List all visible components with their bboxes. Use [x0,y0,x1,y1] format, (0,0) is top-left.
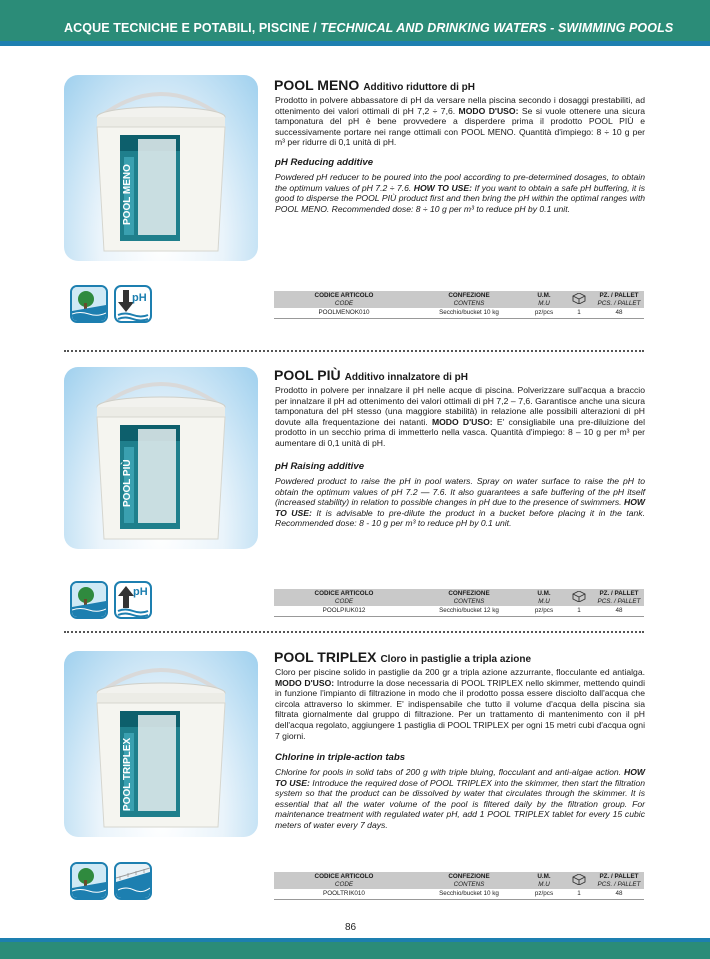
bucket-label-pool-triplex: POOL TRIPLEX [122,737,133,811]
bucket-image [64,75,258,261]
product-name-pool-piu: POOL PIÙ Additivo innalzatore di pH [274,367,468,383]
col-code: CODICE ARTICOLO CODE [274,291,414,308]
product-description-en: Powdered pH reducer to be poured into the pool according to pre-determined dosages, to obtain the optimum values of pH 7.2 ÷ 7.6. HOW TO USE: If you want to obtain a safe pH buffering, it is good to disperse the POOL PIÙ product first and then bring the pH within the optimal ranges with POOL MENO. Recommended dose: 8 ÷ 10 g per m³ to reduce pH by 0.1 unit. [275,172,645,214]
product-photo-pool-meno [64,75,258,261]
pool-landscape-icon [70,581,108,619]
bucket-image [64,651,258,837]
product-spec-table: CODICE ARTICOLO CODE CONFEZIONE CONTENS U.M. M.U PZ. / PALLET PCS. / PALLET POOLTRIK010 Secchio/bucket 10 kg pz/pcs 1 48 [274,872,644,900]
col-um: U.M. M.U [524,291,564,308]
product-english-title: Chlorine in triple-action tabs [275,752,406,763]
table-row: POOLPIUK012 Secchio/bucket 12 kg pz/pcs 1 48 [274,606,644,617]
page-number: 86 [345,922,357,933]
pool-landscape-icon [70,862,108,900]
table-row: POOLMENOK010 Secchio/bucket 10 kg pz/pcs 1 48 [274,308,644,319]
product-description-it: Prodotto in polvere abbassatore di pH da versare nella piscina secondo i dosaggi prestabiliti, ad ottenimento dei valori ottimali di pH 7,2 ÷ 7,6. MODO D'USO: Se si vuole ottenere una sicura tamponatura del pH è bene provvedere a disperdere prima il prodotto POOL PIÙ e successivamente portare nei range ottimali con POOL MENO. Quantità d'impiego: 8 ÷ 10 g per m³ per ridurre di 0,1 unità di pH. [275,95,645,148]
section-divider [64,631,644,633]
footer-band [0,942,710,959]
svg-text:pH: pH [133,586,148,598]
pool-landscape-icon [70,285,108,323]
product-description-en: Chlorine for pools in solid tabs of 200 g with triple bluing, flocculant and anti-algae action. HOW TO USE: Introduce the required dose of POOL TRIPLEX into the skimmer, then start the filtration system so that the product can be dissolved by water that circulates through the skimmer. It is essential that all the water volume of the pool is filtered daily by the filtration group. For maintenance treatment with regulated water pH, add 1 POOL TRIPLEX tablet for every 15 cubic meters of water every 7 days. [275,767,646,830]
header-banner [0,0,710,46]
product-description-it: Prodotto in polvere per innalzare il pH nelle acque di piscina. Polverizzare sull'acqua a braccio per innalzare il pH ad ottenimento dei valori ottimali di pH 7,2 – 7,6. Garantisce anche una sicura tamponatura del pH stesso (una maggiore stabilità) in relazione alle possibili alterazioni di pH dovute alla frequentazione dei natanti. MODO D'USO: E' consigliabile una pre-diluizione del prodotto in un secchio prima di immetterlo nella vasca. Quantità d'impiego: 8 – 10 g per m³ per aumentare di 0,1 unità di pH. [275,385,645,448]
header-stripe [0,41,710,46]
bucket-label-pool-piu: POOL PIÙ [122,459,133,507]
box-icon [564,291,594,308]
bucket-image [64,367,258,549]
bucket-label-pool-meno: POOL MENO [122,164,133,225]
svg-text:pH: pH [132,292,147,304]
product-spec-table [274,291,644,319]
table-row: POOLTRIK010 Secchio/bucket 10 kg pz/pcs 1 48 [274,889,644,900]
product-description-en: Powdered product to raise the pH in pool waters. Spray on water surface to raise the pH to obtain the optimum values of pH 7.2 — 7.6. It also guarantees a safe buffering of the pH itself (increased stability) in relation to possible changes in pH due to the presence of swimmers. HOW TO USE: It is advisable to pre-dilute the product in a bucket before placing it in the tank. Recommended dose: 8 - 10 g per m³ to reduce pH by 0.1 unit. [275,476,645,529]
section-divider [64,350,644,352]
box-icon [564,589,594,606]
col-pack: CONFEZIONE CONTENS [414,291,524,308]
product-description-it: Cloro per piscine solido in pastiglie da 200 gr a tripla azione azzurrante, flocculante ed antialga. MODO D'USO: Introdurre la dose necessaria di POOL TRIPLEX nello skimmer, mettendo quindi in funzione l'impianto di filtrazione in modo che il prodotto possa essere disciolto dall'acqua che circola attraverso lo skimmer. E' indispensabile che tutto il volume d'acqua della piscina sia filtrata giornalmente dal gruppo di filtrazione. Per un trattamento di mantenimento con il pH dell'acqua regolato, aggiungere 1 pastiglia di POOL TRIPLEX per ogni 15 metri cubi d'acqua ogni 7 giorni. [275,667,645,741]
box-icon [564,872,594,889]
col-pallet: PZ. / PALLET PCS. / PALLET [594,291,644,308]
ph-up-icon [114,581,152,619]
product-photo-pool-piu [64,367,258,549]
pool-tiles-icon [114,862,152,900]
product-photo-pool-triplex [64,651,258,837]
ph-down-icon [114,285,152,323]
product-english-title: pH Raising additive [275,461,365,472]
product-english-title: pH Reducing additive [275,157,374,168]
product-spec-table: CODICE ARTICOLO CODE CONFEZIONE CONTENS U.M. M.U PZ. / PALLET PCS. / PALLET POOLPIUK012 Secchio/bucket 12 kg pz/pcs 1 48 [274,589,644,617]
page-header-title: ACQUE TECNICHE E POTABILI, PISCINE / TECHNICAL AND DRINKING WATERS - SWIMMING POOLS [64,21,674,35]
product-name-pool-triplex: POOL TRIPLEX Cloro in pastiglie a tripla azione [274,649,532,665]
product-name-pool-meno: POOL MENO Additivo riduttore di pH [274,77,475,93]
